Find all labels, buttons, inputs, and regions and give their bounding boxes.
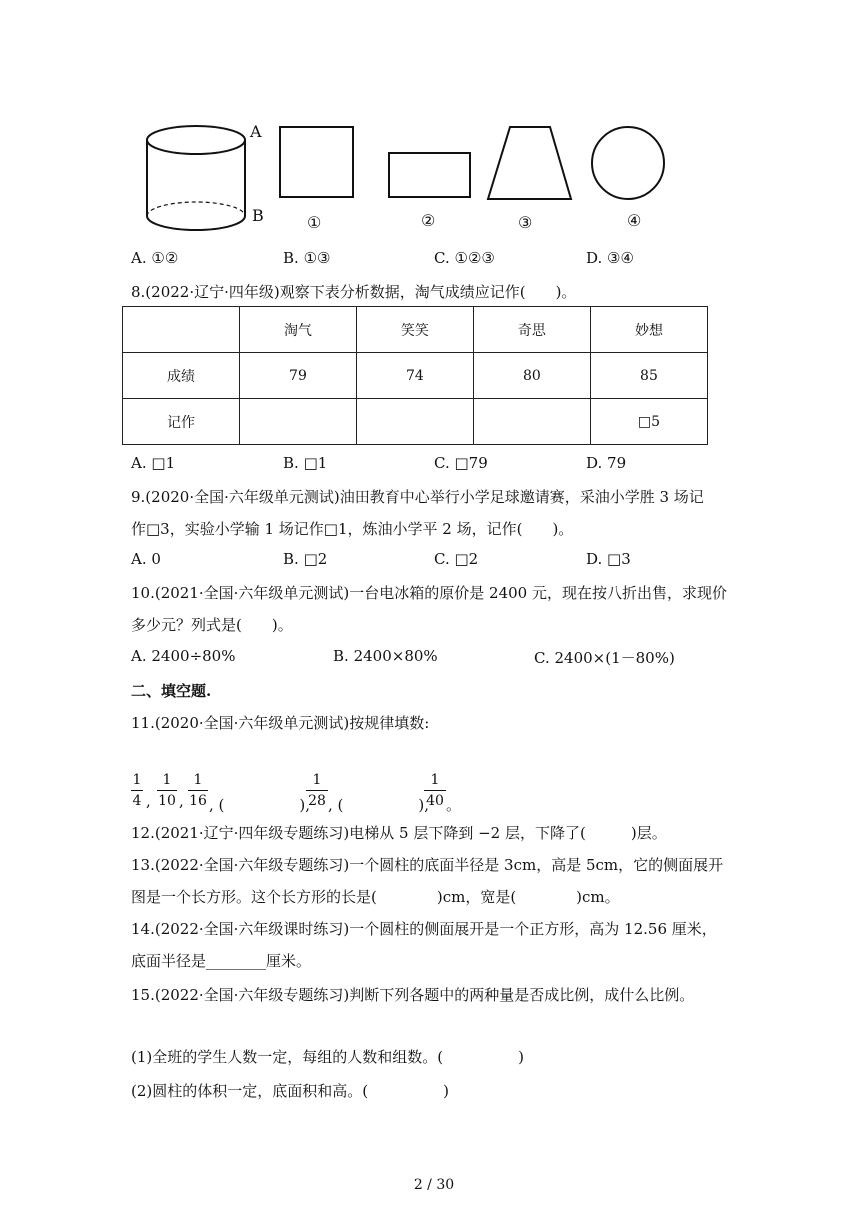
q7-option-d[interactable]: D. ③④	[586, 249, 634, 267]
q9-stem-line2: 作□3，实验小学输 1 场记作□1，炼油小学平 2 场，记作( )。	[131, 520, 574, 538]
table-cell: 记作	[123, 399, 240, 445]
table-cell: □5	[590, 399, 707, 445]
q14-stem-line1: 14.(2022·全国·六年级课时练习)一个圆柱的侧面展开是一个正方形，高为 12.56 厘米，	[131, 920, 717, 938]
q9-option-a[interactable]: A. 0	[131, 550, 161, 568]
q8-option-b[interactable]: B. □1	[283, 454, 328, 472]
table-cell	[123, 307, 240, 353]
table-cell: 79	[239, 353, 356, 399]
q15-stem: 15.(2022·全国·六年级专题练习)判断下列各题中的两种量是否成比例，成什么比例。	[131, 986, 695, 1004]
circle-figure	[592, 127, 664, 199]
q7-option-c[interactable]: C. ①②③	[434, 249, 495, 267]
table-cell: 74	[356, 353, 473, 399]
section-title-fill-blank: 二、填空题.	[131, 682, 212, 700]
fraction-3: 1 16	[189, 772, 207, 809]
table-cell: 妙想	[590, 307, 707, 353]
cylinder-label-b: B	[252, 206, 264, 225]
table-row	[123, 353, 708, 399]
q8-option-c[interactable]: C. □79	[434, 454, 488, 472]
table-cell: 成绩	[123, 353, 240, 399]
q9-option-b[interactable]: B. □2	[283, 550, 328, 568]
table-cell: 80	[473, 353, 590, 399]
q11-blank-1[interactable]: , ( ),	[209, 796, 311, 814]
figure-label-3: ③	[518, 213, 533, 232]
q15-sub1: (1)全班的学生人数一定，每组的人数和组数。( )	[131, 1048, 524, 1066]
table-cell	[356, 399, 473, 445]
figure-label-2: ②	[421, 211, 436, 230]
q13-stem-line2: 图是一个长方形。这个长方形的长是( )cm，宽是( )cm。	[131, 888, 620, 906]
q9-stem-line1: 9.(2020·全国·六年级单元测试)油田教育中心举行小学足球邀请赛，采油小学胜 3 场记	[131, 488, 704, 506]
fraction-5: 1 40	[424, 772, 446, 809]
table-cell: 笑笑	[356, 307, 473, 353]
table-cell: 淘气	[239, 307, 356, 353]
q15-sub2: (2)圆柱的体积一定，底面积和高。( )	[131, 1082, 449, 1100]
figure-label-4: ④	[627, 211, 642, 230]
fraction-2: 1 10	[158, 772, 176, 809]
figures-row	[0, 0, 868, 240]
table-cell: 85	[590, 353, 707, 399]
table-cell	[239, 399, 356, 445]
q12-stem: 12.(2021·辽宁·四年级专题练习)电梯从 5 层下降到 −2 层，下降了( )层。	[131, 824, 667, 842]
rectangle-figure	[389, 153, 470, 197]
q10-option-b[interactable]: B. 2400×80%	[333, 647, 438, 665]
q11-stem: 11.(2020·全国·六年级单元测试)按规律填数:	[131, 714, 430, 732]
cylinder-figure	[147, 126, 245, 230]
q14-stem-line2: 底面半径是________厘米。	[131, 952, 312, 970]
table-cell	[473, 399, 590, 445]
trapezoid-figure	[488, 127, 571, 199]
fraction-1: 1 4	[132, 772, 142, 809]
q8-option-a[interactable]: A. □1	[131, 454, 176, 472]
q10-option-a[interactable]: A. 2400÷80%	[131, 647, 236, 665]
figure-label-1: ①	[307, 213, 322, 232]
q8-grades-table	[122, 306, 708, 445]
q10-stem-line2: 多少元？列式是( )。	[131, 616, 293, 634]
q9-option-d[interactable]: D. □3	[586, 550, 631, 568]
q7-option-a[interactable]: A. ①②	[131, 249, 179, 267]
q11-end: 。	[446, 796, 462, 814]
q11-blank-2[interactable]: , ( ),	[328, 796, 430, 814]
table-header-row	[123, 307, 708, 353]
q8-option-d[interactable]: D. 79	[586, 454, 627, 472]
table-row	[123, 399, 708, 445]
q11-separator: ,	[179, 792, 184, 810]
square-figure	[280, 127, 353, 197]
q10-option-c[interactable]: C. 2400×(1－80%)	[534, 649, 675, 667]
q10-stem-line1: 10.(2021·全国·六年级单元测试)一台电冰箱的原价是 2400 元，现在按八折出售，求现价	[131, 584, 727, 602]
q7-option-b[interactable]: B. ①③	[283, 249, 331, 267]
page-number: 2 / 30	[413, 1177, 455, 1193]
fraction-4: 1 28	[306, 772, 328, 809]
cylinder-label-a: A	[250, 122, 262, 141]
table-cell: 奇思	[473, 307, 590, 353]
q9-option-c[interactable]: C. □2	[434, 550, 479, 568]
q11-separator: ,	[146, 792, 151, 810]
q13-stem-line1: 13.(2022·全国·六年级专题练习)一个圆柱的底面半径是 3cm，高是 5cm，它的侧面展开	[131, 856, 724, 874]
q8-stem: 8.(2022·辽宁·四年级)观察下表分析数据，淘气成绩应记作( )。	[131, 283, 577, 301]
